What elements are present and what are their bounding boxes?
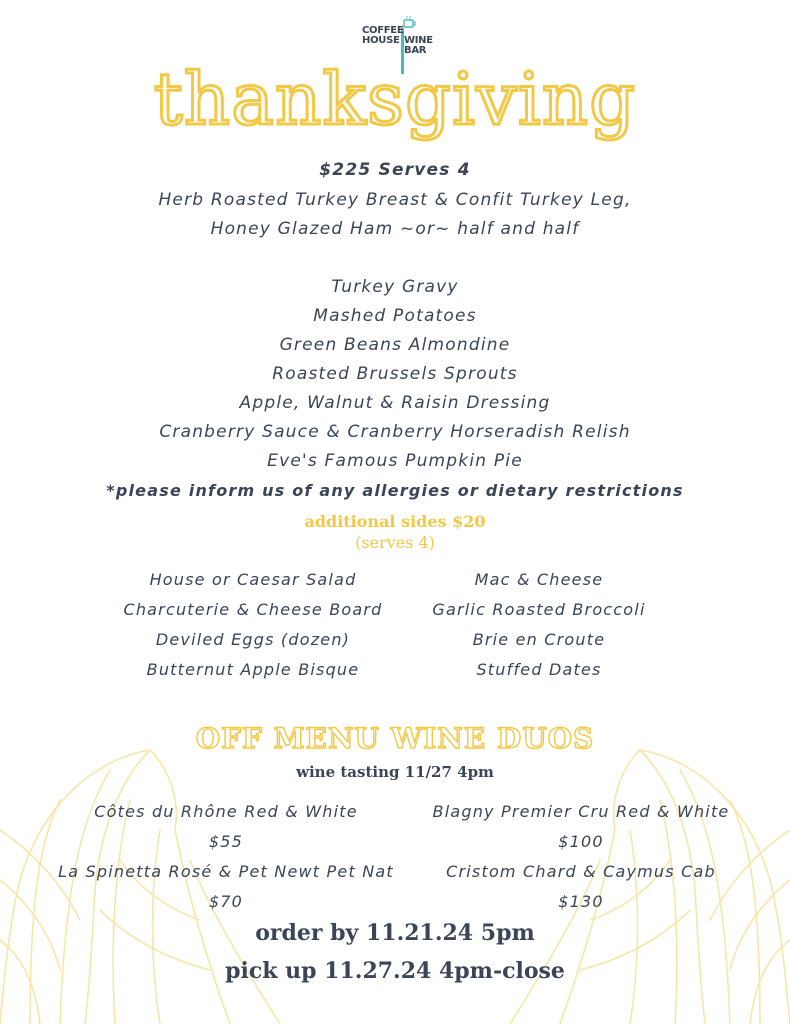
logo-line-1: COFFEE [362, 25, 404, 36]
additional-sides-title: additional sides $20 [304, 512, 486, 531]
list-item: Brie en Croute [472, 630, 606, 649]
wine-price: $100 [558, 832, 604, 851]
wine-name: Cristom Chard & Caymus Cab [446, 862, 716, 881]
pick-up-line: pick up 11.27.24 4pm-close [225, 958, 565, 984]
main-line-1: Herb Roasted Turkey Breast & Confit Turkey Leg, [158, 190, 632, 210]
logo-line-2: HOUSE [362, 35, 400, 46]
wine-tasting-line: wine tasting 11/27 4pm [296, 763, 494, 781]
list-item: Butternut Apple Bisque [146, 660, 360, 679]
wine-left-column [36, 797, 416, 917]
logo-line-3: WINE [404, 35, 433, 46]
wine-price: $70 [208, 892, 244, 911]
wine-name: La Spinetta Rosé & Pet Newt Pet Nat [58, 862, 394, 881]
order-by-line: order by 11.21.24 5pm [255, 920, 535, 946]
list-item: Mac & Cheese [474, 570, 604, 589]
coffee-cup-icon [402, 16, 416, 28]
additional-left-column [98, 565, 408, 685]
wine-duos-title: OFF MENU WINE DUOS [195, 722, 595, 755]
wine-price: $130 [558, 892, 604, 911]
page-title: thanksgiving [153, 57, 637, 141]
list-item: Garlic Roasted Broccoli [432, 600, 646, 619]
side-item: Eve's Famous Pumpkin Pie [267, 451, 523, 471]
side-item: Apple, Walnut & Raisin Dressing [239, 393, 551, 413]
list-item: Charcuterie & Cheese Board [123, 600, 383, 619]
additional-right-column [408, 565, 670, 685]
wine-right-column [416, 797, 746, 917]
side-item: Cranberry Sauce & Cranberry Horseradish Relish [159, 422, 631, 442]
list-item: House or Caesar Salad [149, 570, 357, 589]
side-item: Green Beans Almondine [279, 335, 511, 355]
wine-name: Côtes du Rhône Red & White [94, 802, 358, 821]
additional-sides-subtitle: (serves 4) [355, 533, 435, 552]
main-line-2: Honey Glazed Ham ~or~ half and half [210, 219, 580, 239]
list-item: Stuffed Dates [476, 660, 602, 679]
wine-name: Blagny Premier Cru Red & White [432, 802, 730, 821]
side-item: Roasted Brussels Sprouts [272, 364, 518, 384]
side-item: Turkey Gravy [331, 277, 459, 297]
logo-line-4: BAR [404, 45, 427, 56]
allergy-note: *please inform us of any allergies or dietary restrictions [106, 481, 684, 500]
price-line: $225 Serves 4 [319, 160, 471, 180]
side-item: Mashed Potatoes [313, 306, 477, 326]
wine-price: $55 [208, 832, 244, 851]
list-item: Deviled Eggs (dozen) [155, 630, 351, 649]
